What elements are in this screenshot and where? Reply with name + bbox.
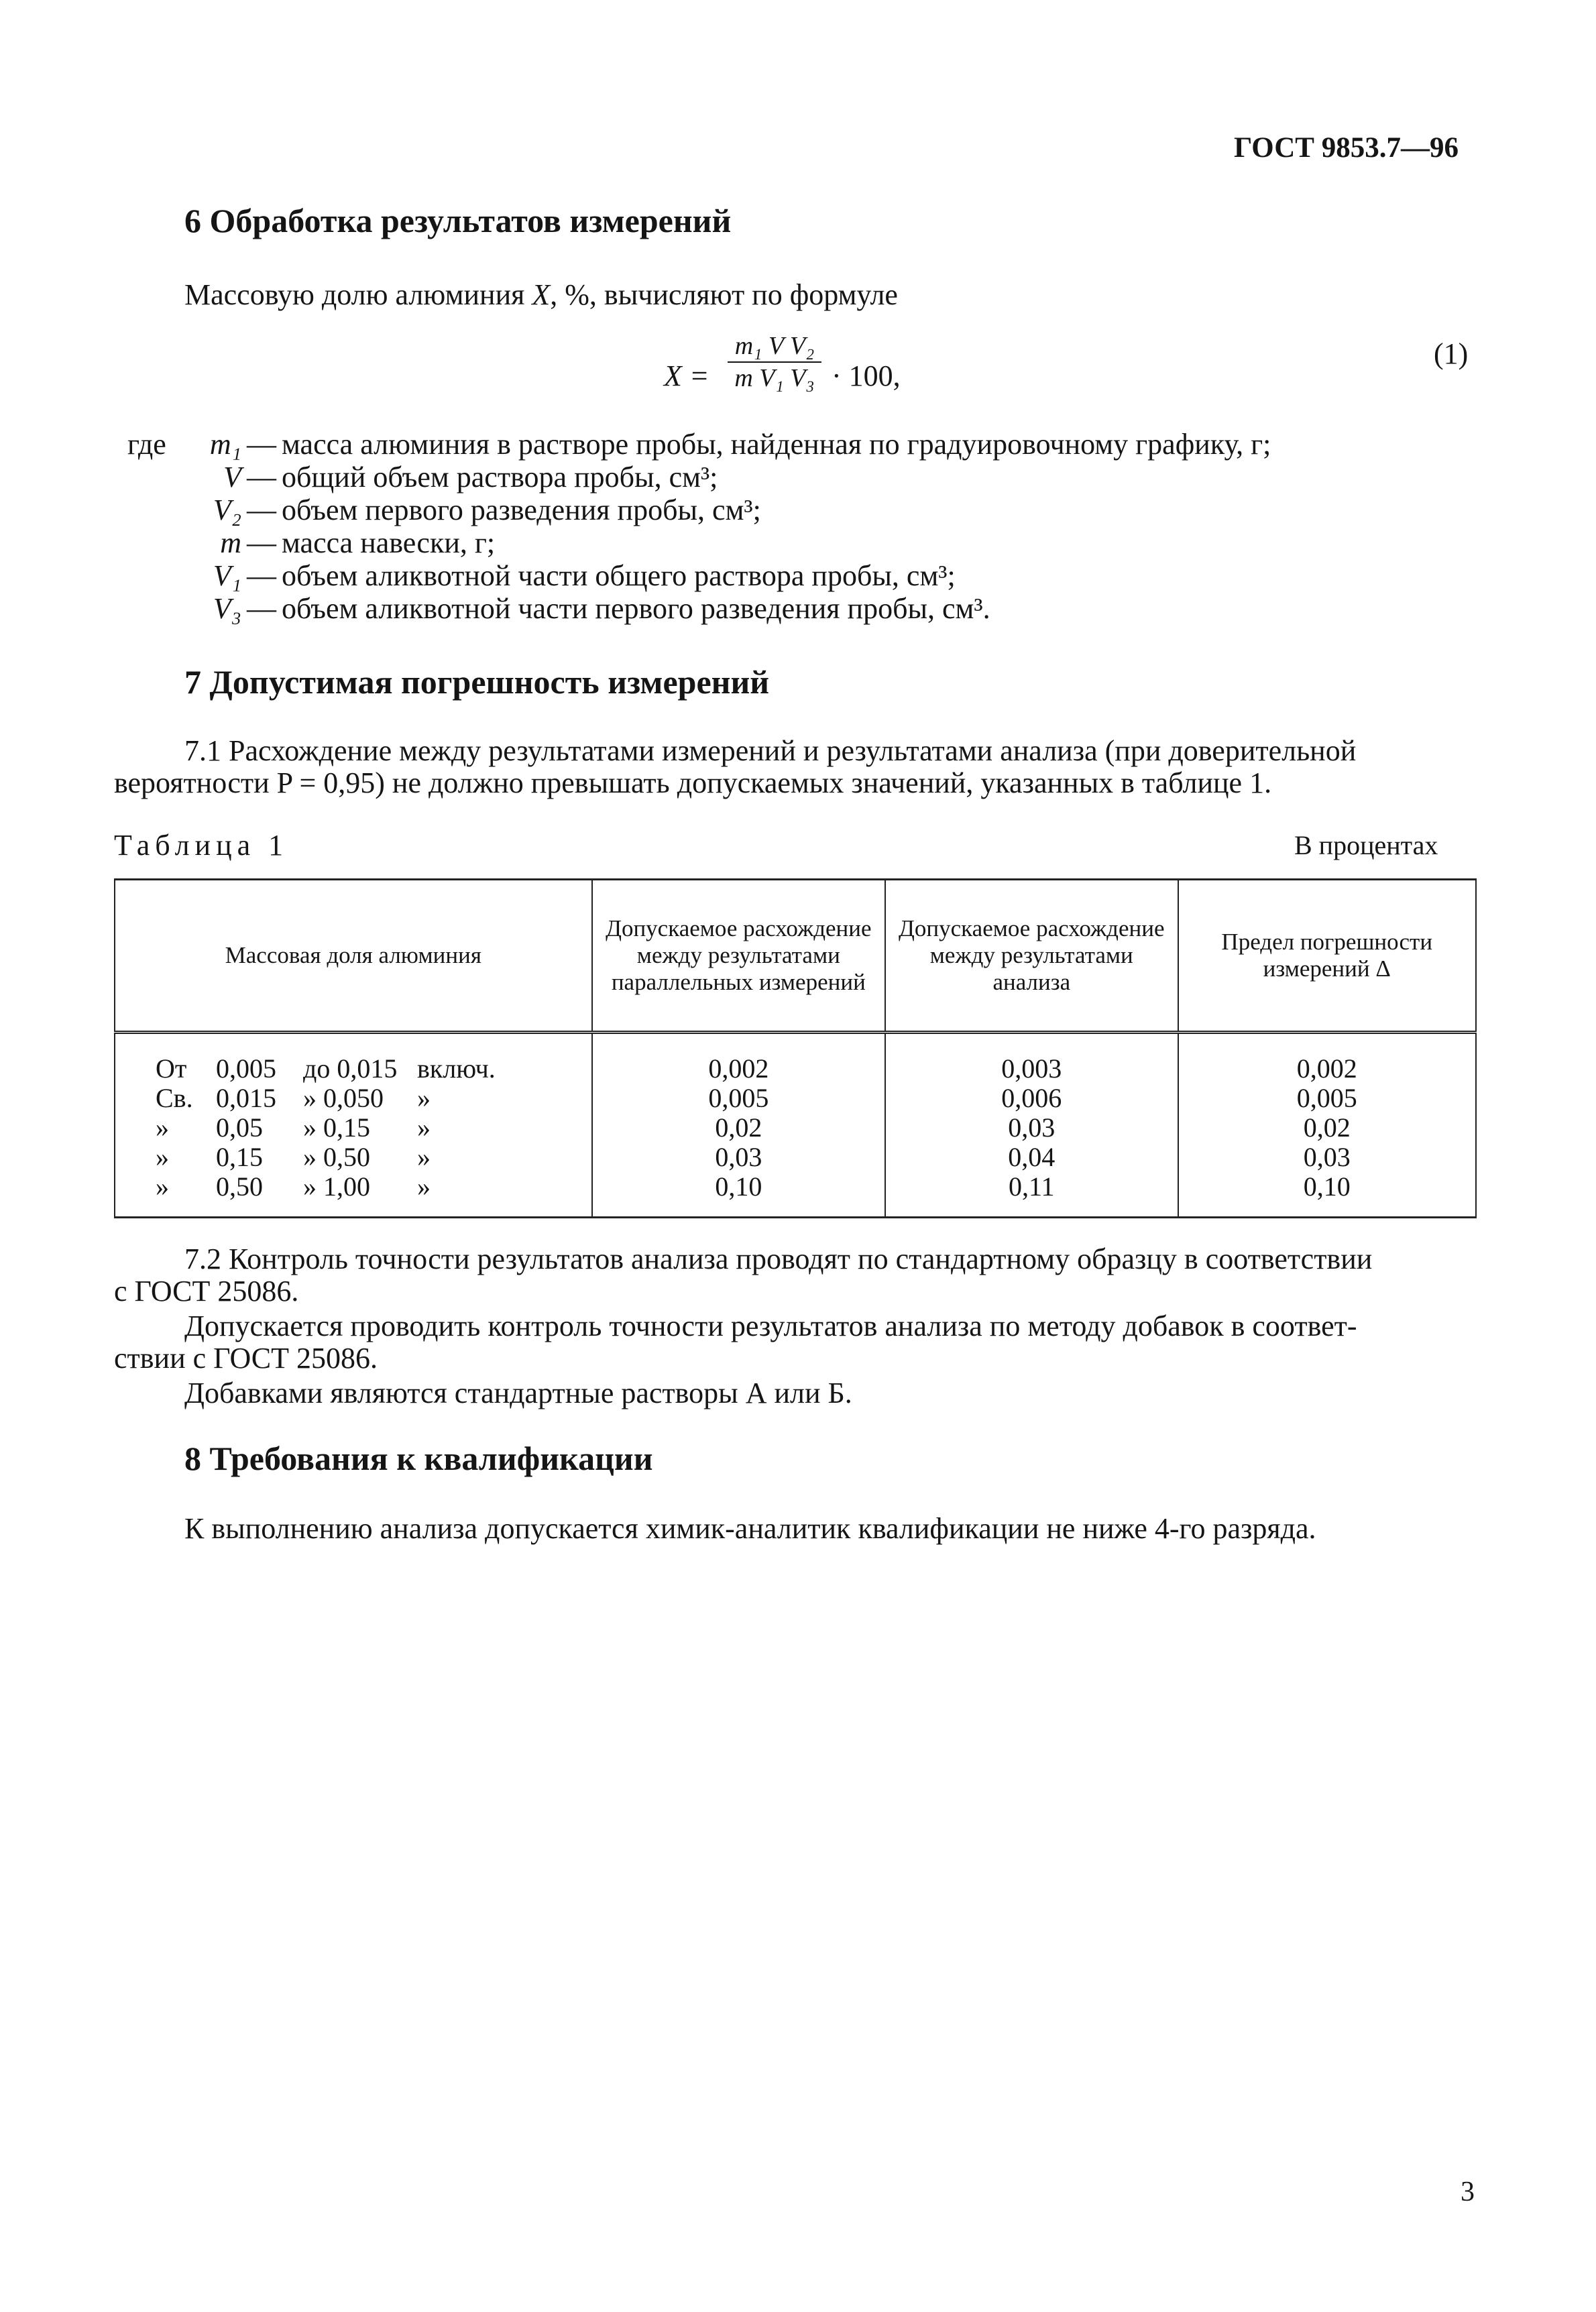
definition-symbol: V [223,461,241,494]
value-cell-analysis: 0,003 0,006 0,03 0,04 0,11 [885,1033,1178,1218]
table-caption: Таблица 1 [114,829,289,862]
formula-fraction [728,332,821,392]
section-7-heading: 7 Допустимая погрешность измерений [184,663,770,701]
definition-row: m — масса навески, г; [127,526,1271,559]
paragraph-7-3-line1: Допускается проводить контроль точности результатов анализа по методу добавок в соответ- [184,1310,1357,1342]
definition-symbol: V₂ [213,494,241,526]
paragraph-7-3-line2: ствии с ГОСТ 25086. [114,1342,378,1375]
column-header: Допускаемое расхождение между результатами параллельных измерений [592,880,885,1033]
definition-text: объем аликвотной части общего раствора пробы, см³; [282,559,956,592]
definition-symbol: V₃ [213,592,241,625]
definition-text: масса алюминия в растворе пробы, найденная по градуировочному графику, г; [282,428,1271,461]
formula-lhs: X = [664,359,709,392]
fraction-bar [728,361,821,363]
definition-text: общий объем раствора пробы, см³; [282,461,718,494]
standard-code: ГОСТ 9853.7—96 [1234,132,1459,164]
value-cell-error-limit: 0,002 0,005 0,02 0,03 0,10 [1178,1033,1476,1218]
formula-denominator: m V₁ V₃ [734,364,815,392]
paragraph-7-2-line2: с ГОСТ 25086. [114,1275,299,1308]
definition-row: V₂ — объем первого разведения пробы, см³; [127,494,1271,526]
definition-row: V₃ — объем аликвотной части первого разведения пробы, см³. [127,592,1271,625]
definition-symbol: m [220,526,241,559]
table-row [115,1033,1476,1218]
range-cell: От 0,005 до 0,015 включ. Св. 0,015 » 0,050 » » 0,05 » 0,15 » » 0,15 » 0,50 » » 0,50 » 1,00 » [115,1033,592,1218]
definition-text: объем аликвотной части первого разведения пробы, см³. [282,592,990,625]
section-6-heading: 6 Обработка результатов измерений [184,202,732,239]
formula-number: (1) [1434,337,1469,370]
column-header: Массовая доля алюминия [115,880,592,1033]
section-8-heading: 8 Требования к квалификации [184,1440,653,1477]
paragraph-7-1-line1: 7.1 Расхождение между результатами измерений и результатами анализа (при доверительной [184,734,1357,767]
formula-1 [664,332,932,419]
where-label: где [127,428,166,461]
definition-row: V₁ — объем аликвотной части общего раствора пробы, см³; [127,559,1271,592]
page-number: 3 [1461,2177,1475,2207]
paragraph-7-2-line1: 7.2 Контроль точности результатов анализа проводят по стандартному образцу в соответствии [184,1242,1373,1275]
section-8-text: К выполнению анализа допускается химик-аналитик квалификации не ниже 4-го разряда. [184,1512,1316,1545]
definition-row: V — общий объем раствора пробы, см³; [127,461,1271,494]
definition-text: масса навески, г; [282,526,496,559]
paragraph-7-1-line2: вероятности P = 0,95) не должно превышать допускаемых значений, указанных в таблице 1. [114,766,1272,799]
variable-definitions [127,428,1271,625]
formula-numerator: m₁ V V₂ [734,332,815,360]
table-1 [114,878,1477,1218]
definition-symbol: m₁ [209,428,241,461]
definition-text: объем первого разведения пробы, см³; [282,494,761,526]
column-header: Допускаемое расхождение между результатами анализа [885,880,1178,1033]
formula-multiplier: · 100, [832,359,901,392]
paragraph-7-4: Добавками являются стандартные растворы А или Б. [184,1377,852,1409]
definition-symbol: V₁ [213,559,241,592]
column-header: Предел погрешности измерений Δ [1178,880,1476,1033]
table-header-row [115,880,1476,1033]
table-units: В процентах [1294,830,1438,860]
definition-row: где m₁ — масса алюминия в растворе пробы, найденная по градуировочному графику, г; [127,428,1271,461]
value-cell-parallel: 0,002 0,005 0,02 0,03 0,10 [592,1033,885,1218]
section-6-intro: Массовую долю алюминия X, %, вычисляют по формуле [184,278,898,311]
